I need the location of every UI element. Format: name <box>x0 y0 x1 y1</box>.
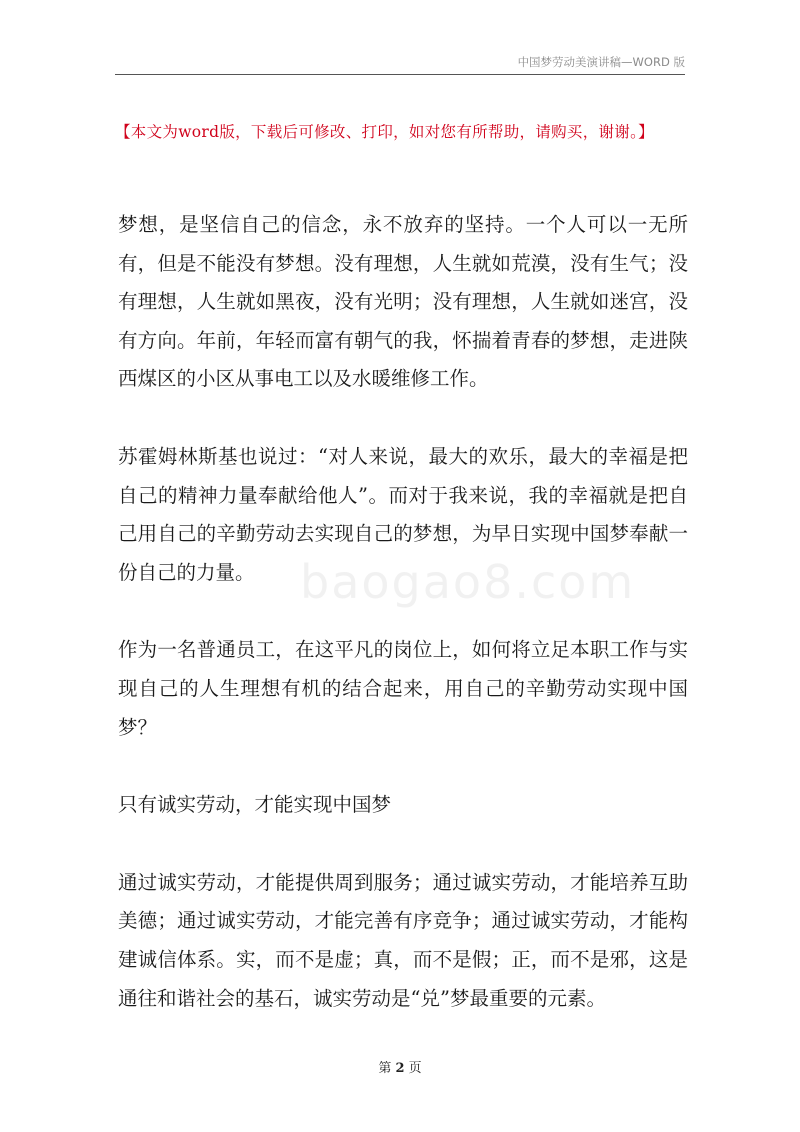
running-header <box>115 54 685 74</box>
paragraph-dream: 梦想，是坚信自己的信念，永不放弃的坚持。一个人可以一无所有，但是不能没有梦想。没有理想，人生就如荒漠，没有生气；没有理想，人生就如黑夜，没有光明；没有理想，人生就如迷宫，没有方向。年前，年轻而富有朝气的我，怀揣着青春的梦想，走进陕西煤区的小区从事电工以及水暖维修工作。 <box>118 213 688 391</box>
header-divider <box>115 74 685 75</box>
section-heading: 只有诚实劳动，才能实现中国梦 <box>118 793 392 817</box>
footer-suffix: 页 <box>408 1061 422 1076</box>
page-number: 2 <box>395 1061 405 1076</box>
paragraph-honest-labor: 通过诚实劳动，才能提供周到服务；通过诚实劳动，才能培养互助美德；通过诚实劳动，才能完善有序竞争；通过诚实劳动，才能构建诚信体系。实，而不是虚；真，而不是假；正，而不是邪，这是通往和谐社会的基石，诚实劳动是“兑”梦最重要的元素。 <box>118 870 688 1010</box>
footer-prefix: 第 <box>378 1061 392 1076</box>
document-body <box>118 206 688 1057</box>
paragraph-question: 作为一名普通员工，在这平凡的岗位上，如何将立足本职工作与实现自己的人生理想有机的结合起来，用自己的辛勤劳动实现中国梦？ <box>118 638 688 739</box>
paragraph-happiness-quote: 苏霍姆林斯基也说过：“对人来说，最大的欢乐，最大的幸福是把自己的精神力量奉献给他人”。而对于我来说，我的幸福就是把自己用自己的辛勤劳动去实现自己的梦想，为早日实现中国梦奉献一份自己的力量。 <box>118 444 688 584</box>
page-footer <box>0 1057 800 1076</box>
watermark: baogao8.com <box>300 555 636 609</box>
header-title: 中国梦劳动美演讲稿—WORD 版 <box>517 55 685 69</box>
purchase-notice: 【本文为word版，下载后可修改、打印，如对您有所帮助，请购买，谢谢。】 <box>115 123 654 141</box>
